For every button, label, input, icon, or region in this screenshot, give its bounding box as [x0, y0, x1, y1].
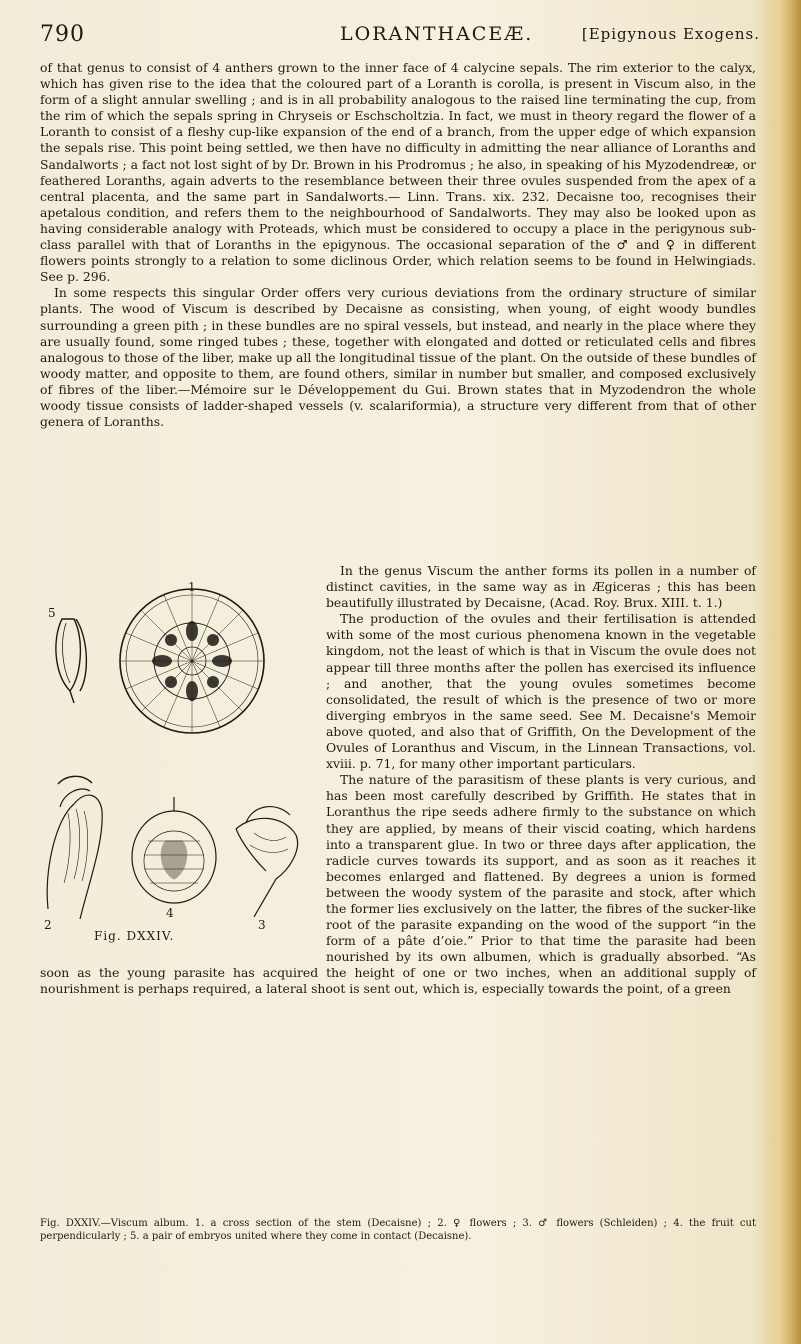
figure [40, 579, 318, 959]
embryo-pair-drawing [56, 619, 87, 703]
figure-caption: Fig. DXXIV.—Viscum album. 1. a cross section of the stem (Decaisne) ; 2. ♀ flowers ; 3. ♂ flowers (Schleiden) ; 4. the fruit cut perpendicularly ; 5. a pair of embryos united where they come in contact (Decaisne). [40, 1218, 756, 1242]
wrap-paragraph-2: The production of the ovules and their fertilisation is attended with some of the most curious phenomena known in the vegetable kingdom, not the least of which is that in Viscum the ovule does not appear till three months after the pollen has exercised its influence ; and another, that the young ovules sometimes become consolidated, the result of which is the presence of two or more diverging embryos in the same seed. See M. Decaisne's Memoir above quoted, and also that of Griffith, On the Development of the Ovules of Loranthus and Viscum, in the Linnean Transactions, vol. xviii. p. 71, for many other important particulars. [326, 611, 756, 772]
wrap-paragraph-1: In the genus Viscum the anther forms its pollen in a number of distinct cavities, in the same way as in Ægiceras ; this has been beautifully illustrated by Decaisne, (Acad. Roy. Brux. XIII. t. 1.) [326, 563, 756, 611]
stem-cross-section-drawing [120, 589, 264, 733]
female-flowers-drawing [47, 776, 102, 919]
paragraph-2: In some respects this singular Order offers very curious deviations from the ordinary structure of similar plants. The wood of Viscum is described by Decaisne as consisting, when young, of eight woody bundles surrounding a green pith ; in these bundles are no spiral vessels, but instead, and nearly in the place where they are usually found, some ringed tubes ; these, together with elongated and dotted or reticulated cells and fibres analogous to those of the liber, make up all the longitudinal tissue of the plant. On the outside of these bundles of woody matter, and opposite to them, are found others, similar in number but smaller, and composed exclusively of fibres of the liber.—Mémoire sur le Développement du Gui. Brown states that in Myzodendron the whole woody tissue consists of ladder-shaped vessels (v. scalariformia), a structure very different from that of other genera of Loranths. [40, 285, 756, 430]
male-flowers-drawing [236, 807, 298, 917]
body-text [40, 60, 756, 430]
wrap-paragraph-3: The nature of the parasitism of these plants is very curious, and has been most carefully described by Griffith. He states that in Loranthus the ripe seeds adhere firmly to the substance on which they are applied, by means of their viscid coating, which hardens into a transparent glue. In two or three days after application, the radicle curves towards its support, and as soon as it reaches it becomes enlarged and flattened. By degrees a union is formed between the woody system of the parasite and stock, after which the former lies exclusively on the latter, the fibres of the sucker-like root of the parasite expanding on the wood of the support “in the form of a pâte d’oie.” Prior to that time the parasite had been nourished by its own albumen, which is gradually absorbed. “As soon as the young parasite has acquired the height of one or two inches, when an additional supply of nourishment is perhaps required, a lateral shoot is sent out, which is, especially towards the point, of a green [40, 772, 756, 997]
figure-illustration [40, 579, 318, 959]
figure-number-5: 5 [48, 606, 56, 620]
running-head [40, 22, 760, 52]
section-title: [Epigynous Exogens. [581, 25, 760, 43]
figure-number-4: 4 [166, 906, 174, 920]
figure-number-3: 3 [258, 918, 266, 932]
figure-label: Fig. DXXIV. [94, 929, 175, 943]
paragraph-1: of that genus to consist of 4 anthers grown to the inner face of 4 calycine sepals. The rim exterior to the calyx, which has given rise to the idea that the coloured part of a Loranth is corolla, is present in Viscum also, in the form of a slight annular swelling ; and is in all probability analogous to the raised line terminating the cup, from the rim of which the sepals spring in Chryseis or Eschscholtzia. In fact, we must in theory regard the flower of a Loranth to consist of a fleshy cup-like expansion of the end of a branch, from the upper edge of which expansion the sepals rise. This point being settled, we then have no difficulty in admitting the near alliance of Loranths and Sandalworts ; a fact not lost sight of by Dr. Brown in his Prodromus ; he also, in speaking of his Myzodendreæ, or feathered Loranths, again adverts to the resemblance between their three ovules suspended from the apex of a central placenta, and the same part in Sandalworts.— Linn. Trans. xix. 232. Decaisne too, recognises their apetalous condition, and refers them to the neighbourhood of Sandalworts. They may also be looked upon as having considerable analogy with Proteads, which must be considered to occupy a place in the perigynous sub-class parallel with that of Loranths in the epigynous. The occasional separation of the ♂ and ♀ in different flowers points strongly to a relation to some diclinous Order, which relation seems to be found in Helwingiads. See p. 296. [40, 60, 756, 285]
page-edge [765, 0, 801, 1344]
figure-number-2: 2 [44, 918, 52, 932]
fruit-section-drawing [132, 797, 216, 903]
figure-wrap-block [40, 563, 756, 998]
page-number: 790 [40, 22, 85, 47]
header-title: LORANTHACEÆ. [340, 23, 534, 45]
figure-number-1: 1 [188, 580, 196, 594]
